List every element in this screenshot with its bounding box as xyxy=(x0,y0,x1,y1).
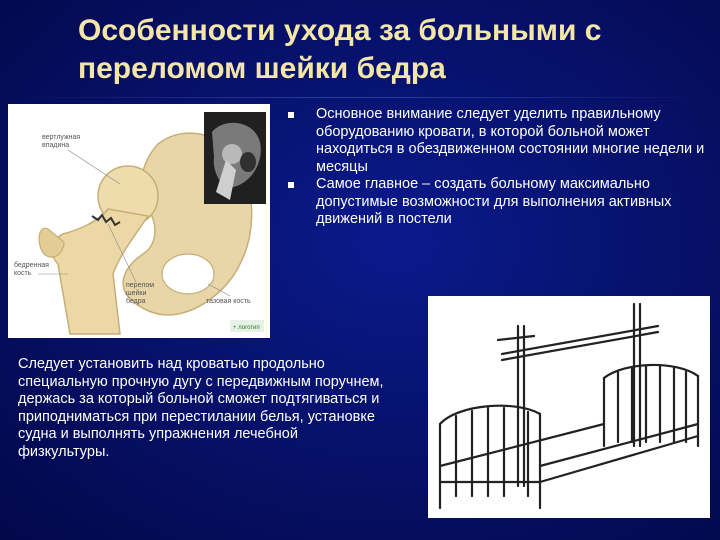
label-acetabulum: вертлужная впадина xyxy=(42,134,81,149)
label-femur: бедренная кость xyxy=(14,262,49,277)
bullet-square-icon xyxy=(288,182,294,188)
caption-paragraph: Следует установить над кроватью продольно специальную прочную дугу с передвижным поручнем, держась за который больной сможет подтягиваться и приподниматься при перестилании белья, установке судна и выполнять упражнения лечебной физкультуры. xyxy=(18,356,384,460)
bullet-item-1 xyxy=(288,106,708,176)
header-divider xyxy=(0,97,720,98)
label-pelvis: тазовая кость xyxy=(206,298,251,305)
title-line-2: переломом шейки бедра xyxy=(78,52,446,85)
bullet-square-icon xyxy=(288,112,294,118)
bullet-list xyxy=(288,106,708,229)
xray-image xyxy=(204,112,266,204)
title-line-1: Особенности ухода за больными с xyxy=(78,14,602,47)
bullet-text-2: Самое главное – создать больному максимально допустимые возможности для выполнения активных движений в постели xyxy=(316,176,672,227)
bullet-item-2 xyxy=(288,176,708,229)
hip-anatomy-image xyxy=(8,104,270,338)
bed-with-overhead-bar-image xyxy=(428,296,710,518)
bed-illustration xyxy=(428,296,710,518)
bullet-text-1: Основное внимание следует уделить правильному оборудованию кровати, в которой больной может находиться в обездвиженном состоянии многие недели и месяцы xyxy=(316,106,705,175)
svg-text:+ логотип: + логотип xyxy=(233,325,260,331)
slide-title xyxy=(78,12,678,88)
label-fracture: перелом шейки бедра xyxy=(126,282,155,305)
